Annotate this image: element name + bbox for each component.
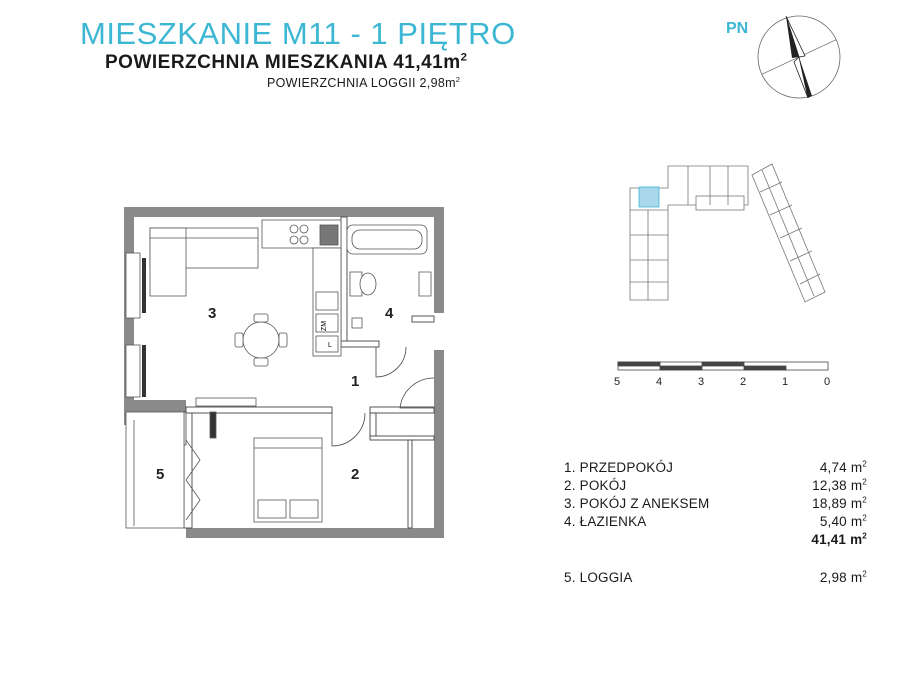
- legend-area-sup: 2: [862, 513, 867, 523]
- legend-row: [564, 495, 867, 513]
- fridge-label: ZM: [321, 320, 328, 332]
- legend-area-sup: 2: [862, 477, 867, 487]
- legend-room-name: 1. PRZEDPOKÓJ: [564, 460, 674, 475]
- scale-label: 1: [782, 376, 789, 388]
- sofa: [150, 228, 258, 296]
- scale-bar: [618, 362, 828, 370]
- legend-row: [564, 459, 867, 477]
- legend-room-name: 3. POKÓJ Z ANEKSEM: [564, 496, 710, 511]
- legend-loggia-area: [820, 569, 867, 587]
- legend-area-value: 12,38 m: [812, 478, 863, 493]
- legend-area-sup: 2: [862, 459, 867, 469]
- scale-label: 4: [656, 376, 663, 388]
- room-2-number: 2: [351, 466, 360, 483]
- legend-row: [564, 513, 867, 531]
- page-title: MIESZKANIE M11 - 1 PIĘTRO: [80, 16, 516, 51]
- legend-spacer: [564, 549, 867, 569]
- room-3-number: 3: [208, 305, 217, 322]
- legend-room-area: [812, 495, 867, 513]
- legend-row: [564, 477, 867, 495]
- loggia-area-text: POWIERZCHNIA LOGGII 2,98m: [267, 76, 456, 90]
- legend-total-row: [564, 531, 867, 549]
- apartment-area-text: POWIERZCHNIA MIESZKANIA 41,41m: [105, 52, 461, 73]
- legend-room-area: [812, 477, 867, 495]
- north-label: PN: [726, 20, 749, 37]
- legend-total-sup: 2: [862, 531, 867, 541]
- room-5-number: 5: [156, 466, 165, 483]
- legend-room-name: 2. POKÓJ: [564, 478, 627, 493]
- bed: [210, 412, 322, 522]
- legend-area-sup: 2: [862, 495, 867, 505]
- windows: [126, 253, 256, 406]
- legend-room-area: [820, 459, 867, 477]
- legend-room-name: 4. ŁAZIENKA: [564, 514, 647, 529]
- legend-area-value: 4,74 m: [819, 460, 863, 475]
- legend-area-value: 18,89 m: [812, 496, 863, 511]
- legend-total-value: 41,41 m: [811, 532, 863, 547]
- room-legend: [564, 459, 867, 587]
- building-key-plan: [630, 164, 825, 302]
- dining-table: [235, 314, 287, 366]
- scale-label: 0: [824, 376, 831, 388]
- apartment-area-unit-sup: 2: [460, 51, 468, 64]
- legend-room-area: [820, 513, 867, 531]
- legend-loggia-sup: 2: [862, 569, 867, 579]
- legend-area-value: 5,40 m: [819, 514, 863, 529]
- room-4-number: 4: [385, 305, 394, 322]
- apartment-location-highlight: [639, 187, 659, 207]
- scale-label: 2: [740, 376, 747, 388]
- legend-total-area: [811, 531, 867, 549]
- legend-loggia-name: 5. LOGGIA: [564, 570, 633, 585]
- loggia-area-unit-sup: 2: [455, 74, 461, 84]
- scale-label: 5: [614, 376, 621, 388]
- washer-label: L: [328, 342, 332, 349]
- room-1-number: 1: [351, 373, 360, 390]
- scale-label: 3: [698, 376, 705, 388]
- legend-loggia-row: [564, 569, 867, 587]
- doors: [154, 347, 434, 446]
- legend-loggia-value: 2,98 m: [819, 570, 863, 585]
